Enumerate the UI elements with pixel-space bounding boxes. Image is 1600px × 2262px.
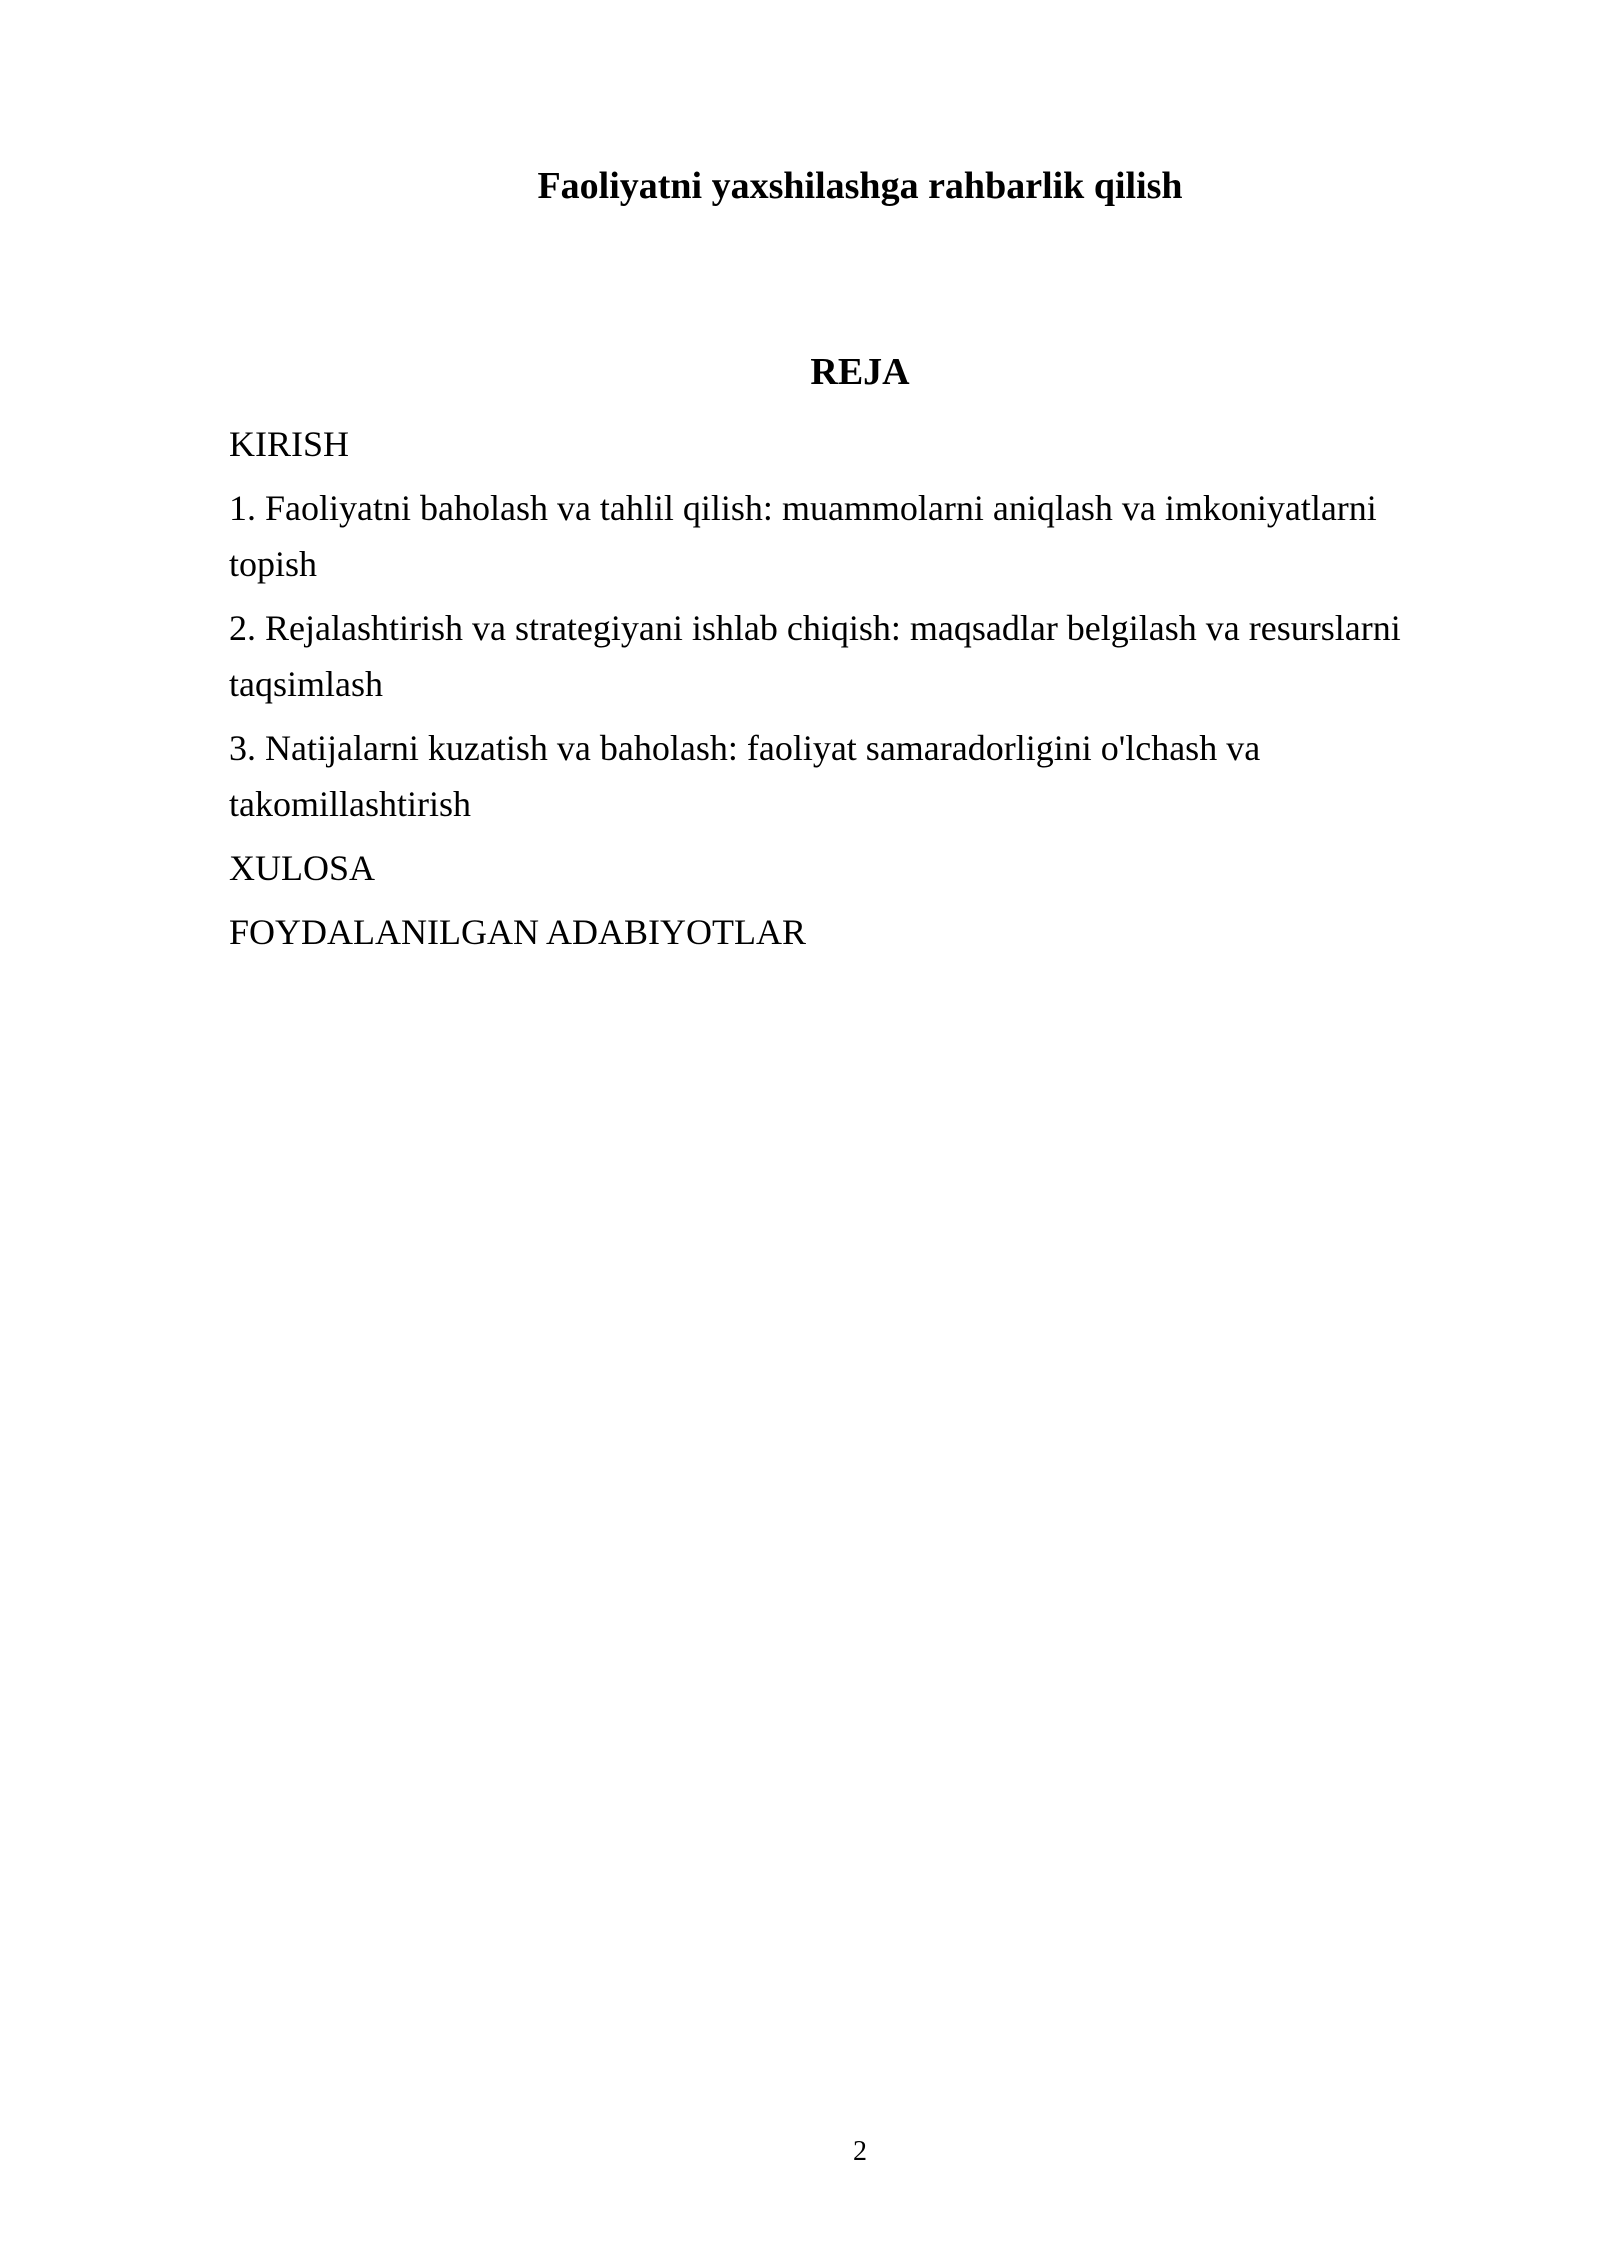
plan-list [229,416,1469,968]
page-number: 2 [853,2136,867,2167]
plan-item-2: 2. Rejalashtirish va strategiyani ishlab chiqish: maqsadlar belgilash va resurslarni taqsimlash [229,608,1401,704]
plan-item-3: 3. Natijalarni kuzatish va baholash: faoliyat samaradorligini o'lchash va takomillashtirish [229,728,1261,824]
plan-item-references: FOYDALANILGAN ADABIYOTLAR [229,912,806,952]
document-title: Faoliyatni yaxshilashga rahbarlik qilish [537,165,1183,207]
plan-item-1: 1. Faoliyatni baholash va tahlil qilish: muammolarni aniqlash va imkoniyatlarni topish [229,488,1377,584]
plan-item-conclusion: XULOSA [229,848,376,888]
plan-heading: REJA [810,351,910,393]
plan-item-introduction: KIRISH [229,424,350,464]
